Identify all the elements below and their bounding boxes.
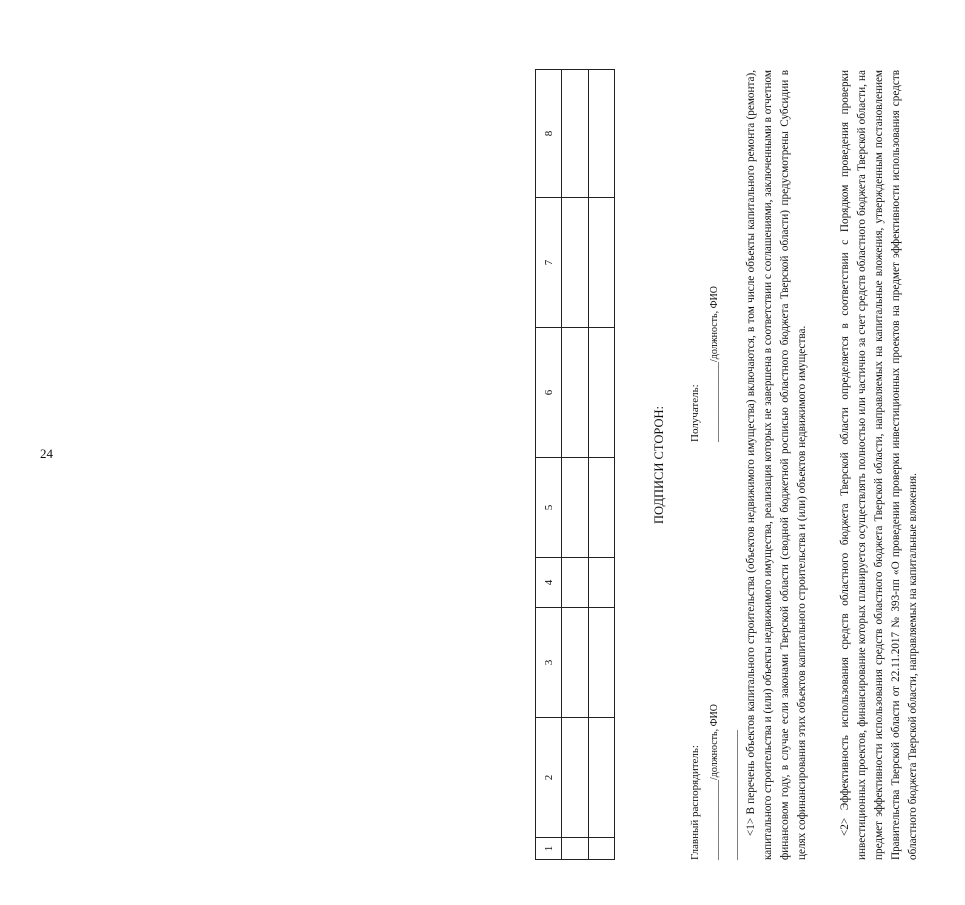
table-cell	[588, 838, 614, 860]
table-cell	[562, 458, 588, 558]
table-header-cell: 5	[536, 458, 562, 558]
table-header-cell: 4	[536, 558, 562, 608]
signature-block-recipient	[689, 82, 720, 442]
table-cell	[588, 198, 614, 328]
table-header-cell: 3	[536, 608, 562, 718]
table-header-row	[536, 70, 562, 860]
data-table	[535, 69, 615, 860]
rotated-page-content	[535, 20, 965, 860]
table-cell	[562, 328, 588, 458]
table-cell	[588, 718, 614, 838]
table-cell	[588, 608, 614, 718]
table-cell	[588, 70, 614, 198]
table-header-cell: 8	[536, 70, 562, 198]
signatures-title: ПОДПИСИ СТОРОН:	[652, 406, 666, 524]
table-cell	[588, 458, 614, 558]
table-cell	[588, 558, 614, 608]
signature-block-chief	[689, 500, 739, 860]
table-row	[562, 70, 588, 860]
footnote-text: <1> В перечень объектов капитального строительства (объектов недвижимого имущества) включаются, в том числе объекты капитального ремонта (ремонта), капитального строительства и (или) объекты недвижимого имущества, реализация которых не завершена в соответствии с соглашениями, заключенными в отчетном финансовом году, в случае если законами Тверской области (сводной бюджетной росписью областного бюджета Тверской области) предусмотрены Субсидии в целях софинансирования этих объектов капитального строительства и (или) объектов недвижимого имущества.	[745, 70, 808, 860]
signature-line: ________________/должность, ФИО	[709, 286, 720, 442]
table-header-cell: 2	[536, 718, 562, 838]
table-cell	[562, 70, 588, 198]
table-row	[588, 70, 614, 860]
signature-underline: __________________________	[728, 730, 739, 860]
table-cell	[562, 198, 588, 328]
signature-label: Получатель:	[689, 384, 701, 442]
table-header-cell: 7	[536, 198, 562, 328]
footnote-text: <2> Эффективность использования средств областного бюджета Тверской области определяется в соответствии с Порядком проведения проверки инвестиционных проектов, финансирование которых планируется осуществлять полностью или частично за счет средств областного бюджета Тверской области, на предмет эффективности использования средств областного бюджета Тверской области, направляемых на капитальные вложения, утвержденным постановлением Правительства Тверской области от 22.11.2017 № 393-пп «О проведении проверки инвестиционных проектов на предмет эффективности использования средств областного бюджета Тверской области, направляемых на капитальные вложения.	[839, 70, 919, 860]
table-cell	[562, 718, 588, 838]
table-header-cell: 6	[536, 328, 562, 458]
signature-line: ________________/должность, ФИО	[709, 704, 720, 860]
footnote	[743, 70, 811, 860]
footnote	[837, 70, 922, 860]
signature-label: Главный распорядитель:	[689, 745, 701, 860]
table-cell	[562, 558, 588, 608]
table-cell	[562, 838, 588, 860]
table-cell	[562, 608, 588, 718]
page-number: 24	[40, 446, 53, 461]
table-header-cell: 1	[536, 838, 562, 860]
table-cell	[588, 328, 614, 458]
